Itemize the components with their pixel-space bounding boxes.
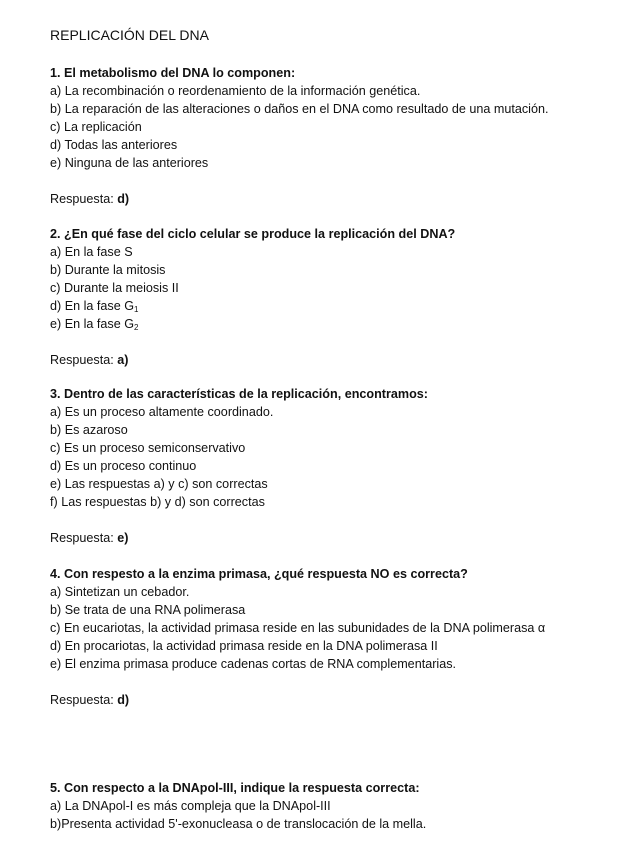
option-b: b) La reparación de las alteraciones o daños en el DNA como resultado de una mutación. bbox=[50, 102, 549, 116]
answer-label: Respuesta: bbox=[50, 353, 114, 367]
answer-value: d) bbox=[117, 192, 130, 206]
answer bbox=[50, 190, 630, 208]
question-title: 3. Dentro de las características de la replicación, encontramos: bbox=[50, 387, 428, 401]
answer bbox=[50, 529, 630, 547]
question-2 bbox=[50, 225, 630, 369]
option-c: c) Durante la meiosis II bbox=[50, 281, 179, 295]
question-5 bbox=[50, 779, 630, 833]
answer bbox=[50, 691, 630, 709]
question-1 bbox=[50, 64, 630, 208]
answer-label: Respuesta: bbox=[50, 531, 114, 545]
question-title: 2. ¿En qué fase del ciclo celular se produce la replicación del DNA? bbox=[50, 227, 456, 241]
option-b: b) Se trata de una RNA polimerasa bbox=[50, 603, 246, 617]
question-title: 5. Con respecto a la DNApol-III, indique la respuesta correcta: bbox=[50, 781, 420, 795]
option-e: e) Ninguna de las anteriores bbox=[50, 156, 209, 170]
answer-value: d) bbox=[117, 693, 130, 707]
question-title: 1. El metabolismo del DNA lo componen: bbox=[50, 66, 296, 80]
answer-label: Respuesta: bbox=[50, 192, 114, 206]
option-d: d) Es un proceso continuo bbox=[50, 459, 197, 473]
option-c: c) La replicación bbox=[50, 120, 142, 134]
option-c: c) En eucariotas, la actividad primasa reside en las subunidades de la DNA polimerasa α bbox=[50, 621, 546, 635]
answer-value: a) bbox=[117, 353, 129, 367]
option-d: d) Todas las anteriores bbox=[50, 138, 178, 152]
option-a: a) Sintetizan un cebador. bbox=[50, 585, 190, 599]
option-b: b)Presenta actividad 5'-exonucleasa o de translocación de la mella. bbox=[50, 817, 427, 831]
answer bbox=[50, 351, 630, 369]
answer-label: Respuesta: bbox=[50, 693, 114, 707]
option-a: a) La DNApol-I es más compleja que la DNApol-III bbox=[50, 799, 331, 813]
option-c: c) Es un proceso semiconservativo bbox=[50, 441, 246, 455]
option-d: d) En procariotas, la actividad primasa reside en la DNA polimerasa II bbox=[50, 639, 438, 653]
option-e: e) El enzima primasa produce cadenas cortas de RNA complementarias. bbox=[50, 657, 456, 671]
option-b: b) Es azaroso bbox=[50, 423, 128, 437]
option-f: f) Las respuestas b) y d) son correctas bbox=[50, 495, 265, 509]
option-d-text: d) En la fase G bbox=[50, 299, 134, 313]
option-e bbox=[50, 315, 630, 333]
option-a: a) Es un proceso altamente coordinado. bbox=[50, 405, 274, 419]
document-title: REPLICACIÓN DEL DNA bbox=[50, 27, 209, 43]
option-e: e) Las respuestas a) y c) son correctas bbox=[50, 477, 268, 491]
option-e-subscript: 2 bbox=[134, 323, 139, 332]
option-d-subscript: 1 bbox=[134, 305, 139, 314]
option-d bbox=[50, 297, 630, 315]
question-3 bbox=[50, 385, 630, 547]
question-4 bbox=[50, 565, 630, 709]
option-a: a) La recombinación o reordenamiento de la información genética. bbox=[50, 84, 421, 98]
answer-value: e) bbox=[117, 531, 129, 545]
option-b: b) Durante la mitosis bbox=[50, 263, 166, 277]
option-a: a) En la fase S bbox=[50, 245, 133, 259]
option-e-text: e) En la fase G bbox=[50, 317, 134, 331]
question-title: 4. Con respesto a la enzima primasa, ¿qué respuesta NO es correcta? bbox=[50, 567, 468, 581]
